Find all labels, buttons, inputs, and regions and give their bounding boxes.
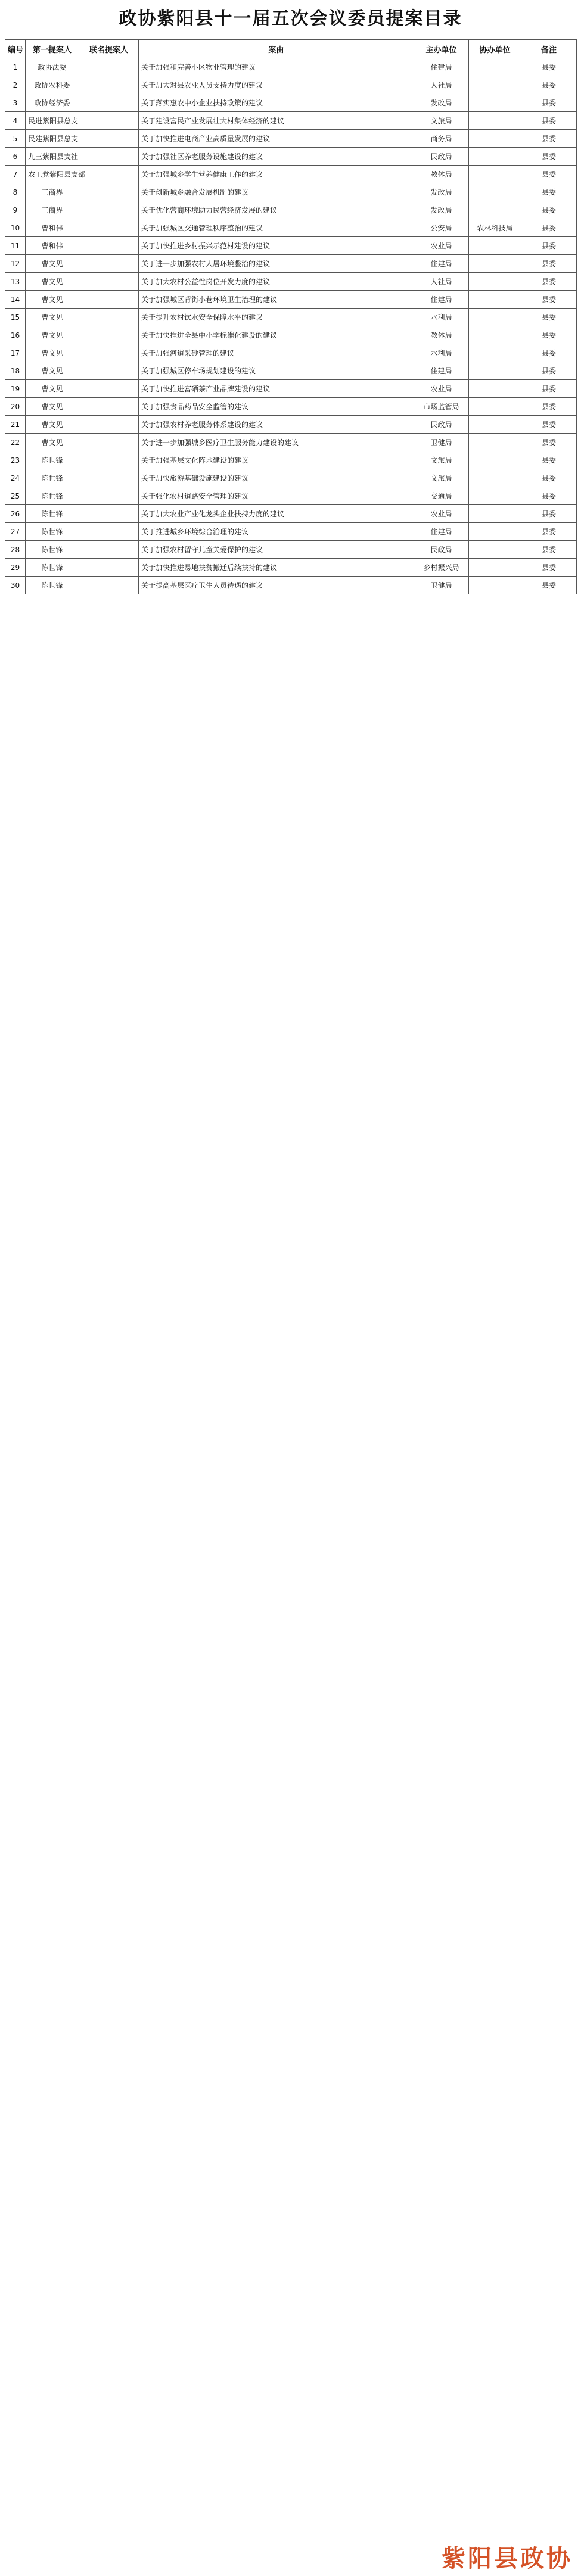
row-subject: 关于加强城区交通管理秩序整治的建议: [139, 219, 414, 237]
row-remark: 县委: [521, 58, 577, 76]
row-assist-unit: [469, 183, 521, 201]
row-first-proposer: 曹文见: [26, 291, 79, 309]
row-id: 20: [5, 398, 26, 416]
row-co-proposer: [79, 523, 139, 541]
row-co-proposer: [79, 183, 139, 201]
row-lead-unit: 发改局: [414, 183, 469, 201]
row-co-proposer: [79, 273, 139, 291]
row-id: 2: [5, 76, 26, 94]
row-assist-unit: [469, 451, 521, 469]
row-lead-unit: 市场监管局: [414, 398, 469, 416]
row-remark: 县委: [521, 148, 577, 166]
row-co-proposer: [79, 434, 139, 451]
row-first-proposer: 九三紫阳县支社: [26, 148, 79, 166]
row-remark: 县委: [521, 416, 577, 434]
table-row: [5, 398, 577, 416]
table-row: [5, 309, 577, 326]
table-row: [5, 577, 577, 594]
row-first-proposer: 农工党紫阳县支部: [26, 166, 79, 183]
row-remark: 县委: [521, 112, 577, 130]
row-lead-unit: 乡村振兴局: [414, 559, 469, 577]
table-row: [5, 469, 577, 487]
row-assist-unit: [469, 434, 521, 451]
row-id: 21: [5, 416, 26, 434]
row-first-proposer: 陈世锋: [26, 487, 79, 505]
row-id: 23: [5, 451, 26, 469]
row-co-proposer: [79, 362, 139, 380]
row-lead-unit: 人社局: [414, 273, 469, 291]
row-id: 4: [5, 112, 26, 130]
row-lead-unit: 水利局: [414, 309, 469, 326]
row-first-proposer: 陈世锋: [26, 523, 79, 541]
row-id: 26: [5, 505, 26, 523]
table-row: [5, 166, 577, 183]
row-assist-unit: [469, 76, 521, 94]
row-co-proposer: [79, 130, 139, 148]
row-lead-unit: 民政局: [414, 416, 469, 434]
row-assist-unit: [469, 362, 521, 380]
row-co-proposer: [79, 94, 139, 112]
row-lead-unit: 住建局: [414, 291, 469, 309]
row-co-proposer: [79, 541, 139, 559]
row-first-proposer: 曹和伟: [26, 237, 79, 255]
row-subject: 关于加快推进乡村振兴示范村建设的建议: [139, 237, 414, 255]
row-subject: 关于优化营商环境助力民营经济发展的建议: [139, 201, 414, 219]
row-lead-unit: 教体局: [414, 326, 469, 344]
row-lead-unit: 公安局: [414, 219, 469, 237]
row-remark: 县委: [521, 201, 577, 219]
row-lead-unit: 交通局: [414, 487, 469, 505]
row-remark: 县委: [521, 94, 577, 112]
row-first-proposer: 曹文见: [26, 434, 79, 451]
row-co-proposer: [79, 487, 139, 505]
table-row: [5, 541, 577, 559]
row-co-proposer: [79, 112, 139, 130]
row-assist-unit: [469, 326, 521, 344]
row-co-proposer: [79, 201, 139, 219]
header-first-proposer: 第一提案人: [26, 40, 79, 58]
table-row: [5, 451, 577, 469]
row-co-proposer: [79, 380, 139, 398]
row-lead-unit: 商务局: [414, 130, 469, 148]
row-lead-unit: 发改局: [414, 201, 469, 219]
row-lead-unit: 文旅局: [414, 451, 469, 469]
row-subject: 关于加快推进富硒茶产业品牌建设的建议: [139, 380, 414, 398]
row-assist-unit: [469, 559, 521, 577]
header-subject: 案由: [139, 40, 414, 58]
row-assist-unit: [469, 255, 521, 273]
row-lead-unit: 教体局: [414, 166, 469, 183]
row-remark: 县委: [521, 273, 577, 291]
row-subject: 关于提升农村饮水安全保障水平的建议: [139, 309, 414, 326]
row-lead-unit: 住建局: [414, 362, 469, 380]
table-row: [5, 255, 577, 273]
row-remark: 县委: [521, 523, 577, 541]
row-id: 27: [5, 523, 26, 541]
row-first-proposer: 政协农科委: [26, 76, 79, 94]
table-row: [5, 76, 577, 94]
header-remark: 备注: [521, 40, 577, 58]
header-co-proposer: 联名提案人: [79, 40, 139, 58]
row-id: 3: [5, 94, 26, 112]
row-assist-unit: [469, 112, 521, 130]
row-remark: 县委: [521, 326, 577, 344]
row-remark: 县委: [521, 451, 577, 469]
row-first-proposer: 工商界: [26, 201, 79, 219]
row-id: 5: [5, 130, 26, 148]
row-co-proposer: [79, 469, 139, 487]
row-subject: 关于建设富民产业发展壮大村集体经济的建议: [139, 112, 414, 130]
row-subject: 关于进一步加强农村人居环境整治的建议: [139, 255, 414, 273]
row-id: 1: [5, 58, 26, 76]
row-subject: 关于加强社区养老服务设施建设的建议: [139, 148, 414, 166]
row-id: 9: [5, 201, 26, 219]
row-co-proposer: [79, 237, 139, 255]
table-row: [5, 148, 577, 166]
row-remark: 县委: [521, 380, 577, 398]
row-id: 22: [5, 434, 26, 451]
row-co-proposer: [79, 148, 139, 166]
row-lead-unit: 卫健局: [414, 577, 469, 594]
row-remark: 县委: [521, 255, 577, 273]
row-subject: 关于加强农村留守儿童关爱保护的建议: [139, 541, 414, 559]
row-remark: 县委: [521, 291, 577, 309]
row-co-proposer: [79, 398, 139, 416]
row-co-proposer: [79, 219, 139, 237]
row-id: 10: [5, 219, 26, 237]
row-assist-unit: [469, 291, 521, 309]
row-first-proposer: 民进紫阳县总支: [26, 112, 79, 130]
row-remark: 县委: [521, 76, 577, 94]
row-lead-unit: 住建局: [414, 58, 469, 76]
row-assist-unit: [469, 201, 521, 219]
row-remark: 县委: [521, 309, 577, 326]
row-subject: 关于加强城区停车场规划建设的建议: [139, 362, 414, 380]
row-first-proposer: 曹文见: [26, 309, 79, 326]
row-assist-unit: [469, 309, 521, 326]
row-subject: 关于加强城区背街小巷环境卫生治理的建议: [139, 291, 414, 309]
row-co-proposer: [79, 451, 139, 469]
proposal-table: [5, 39, 577, 594]
row-assist-unit: [469, 148, 521, 166]
table-row: [5, 237, 577, 255]
page-title: 政协紫阳县十一届五次会议委员提案目录: [119, 8, 462, 29]
row-id: 6: [5, 148, 26, 166]
row-id: 29: [5, 559, 26, 577]
row-id: 19: [5, 380, 26, 398]
row-co-proposer: [79, 309, 139, 326]
row-subject: 关于加大农村公益性岗位开发力度的建议: [139, 273, 414, 291]
row-co-proposer: [79, 166, 139, 183]
row-lead-unit: 文旅局: [414, 469, 469, 487]
row-first-proposer: 曹文见: [26, 326, 79, 344]
row-first-proposer: 陈世锋: [26, 577, 79, 594]
row-remark: 县委: [521, 487, 577, 505]
row-id: 16: [5, 326, 26, 344]
table-row: [5, 416, 577, 434]
row-first-proposer: 政协经济委: [26, 94, 79, 112]
header-id: 编号: [5, 40, 26, 58]
row-co-proposer: [79, 255, 139, 273]
row-first-proposer: 工商界: [26, 183, 79, 201]
table-row: [5, 94, 577, 112]
row-first-proposer: 曹文见: [26, 380, 79, 398]
row-subject: 关于推进城乡环境综合治理的建议: [139, 523, 414, 541]
row-subject: 关于强化农村道路安全管理的建议: [139, 487, 414, 505]
row-co-proposer: [79, 291, 139, 309]
row-assist-unit: [469, 416, 521, 434]
row-co-proposer: [79, 76, 139, 94]
row-id: 30: [5, 577, 26, 594]
row-remark: 县委: [521, 559, 577, 577]
header-assist-unit: 协办单位: [469, 40, 521, 58]
row-remark: 县委: [521, 577, 577, 594]
row-subject: 关于提高基层医疗卫生人员待遇的建议: [139, 577, 414, 594]
row-co-proposer: [79, 559, 139, 577]
row-subject: 关于加强食品药品安全监管的建议: [139, 398, 414, 416]
row-co-proposer: [79, 505, 139, 523]
row-assist-unit: [469, 398, 521, 416]
row-first-proposer: 曹文见: [26, 398, 79, 416]
row-lead-unit: 民政局: [414, 541, 469, 559]
row-remark: 县委: [521, 219, 577, 237]
row-remark: 县委: [521, 541, 577, 559]
row-id: 28: [5, 541, 26, 559]
row-first-proposer: 曹文见: [26, 344, 79, 362]
row-first-proposer: 政协法委: [26, 58, 79, 76]
row-remark: 县委: [521, 237, 577, 255]
row-lead-unit: 民政局: [414, 148, 469, 166]
row-first-proposer: 曹文见: [26, 362, 79, 380]
row-subject: 关于加快推进电商产业高质量发展的建议: [139, 130, 414, 148]
row-id: 24: [5, 469, 26, 487]
row-first-proposer: 陈世锋: [26, 541, 79, 559]
row-subject: 关于创新城乡融合发展机制的建议: [139, 183, 414, 201]
header-lead-unit: 主办单位: [414, 40, 469, 58]
row-remark: 县委: [521, 505, 577, 523]
row-co-proposer: [79, 416, 139, 434]
row-id: 7: [5, 166, 26, 183]
row-co-proposer: [79, 344, 139, 362]
row-assist-unit: 农林科技局: [469, 219, 521, 237]
row-remark: 县委: [521, 344, 577, 362]
table-row: [5, 201, 577, 219]
row-lead-unit: 农业局: [414, 237, 469, 255]
row-subject: 关于加强基层文化阵地建设的建议: [139, 451, 414, 469]
row-id: 12: [5, 255, 26, 273]
row-remark: 县委: [521, 434, 577, 451]
row-first-proposer: 陈世锋: [26, 505, 79, 523]
row-id: 13: [5, 273, 26, 291]
row-assist-unit: [469, 487, 521, 505]
row-subject: 关于加强农村养老服务体系建设的建议: [139, 416, 414, 434]
row-subject: 关于进一步加强城乡医疗卫生服务能力建设的建议: [139, 434, 414, 451]
table-row: [5, 344, 577, 362]
row-lead-unit: 卫健局: [414, 434, 469, 451]
table-row: [5, 183, 577, 201]
row-assist-unit: [469, 541, 521, 559]
row-assist-unit: [469, 237, 521, 255]
row-subject: 关于加强城乡学生营养健康工作的建议: [139, 166, 414, 183]
table-row: [5, 112, 577, 130]
row-lead-unit: 住建局: [414, 523, 469, 541]
row-remark: 县委: [521, 362, 577, 380]
row-remark: 县委: [521, 183, 577, 201]
row-id: 18: [5, 362, 26, 380]
row-co-proposer: [79, 58, 139, 76]
row-first-proposer: 民建紫阳县总支: [26, 130, 79, 148]
row-subject: 关于加大对县农业人员支持力度的建议: [139, 76, 414, 94]
row-id: 17: [5, 344, 26, 362]
table-row: [5, 523, 577, 541]
table-header: [5, 40, 577, 58]
row-assist-unit: [469, 505, 521, 523]
table-row: [5, 362, 577, 380]
table-row: [5, 273, 577, 291]
row-first-proposer: 陈世锋: [26, 451, 79, 469]
row-co-proposer: [79, 577, 139, 594]
row-remark: 县委: [521, 398, 577, 416]
row-id: 15: [5, 309, 26, 326]
row-remark: 县委: [521, 130, 577, 148]
row-subject: 关于加强和完善小区物业管理的建议: [139, 58, 414, 76]
row-lead-unit: 水利局: [414, 344, 469, 362]
row-lead-unit: 农业局: [414, 380, 469, 398]
row-lead-unit: 农业局: [414, 505, 469, 523]
row-assist-unit: [469, 380, 521, 398]
row-first-proposer: 曹和伟: [26, 219, 79, 237]
watermark: 紫阳县政协: [442, 2544, 573, 2572]
row-subject: 关于落实惠农中小企业扶持政策的建议: [139, 94, 414, 112]
row-subject: 关于加强河道采砂管理的建议: [139, 344, 414, 362]
row-assist-unit: [469, 344, 521, 362]
table-row: [5, 58, 577, 76]
row-remark: 县委: [521, 166, 577, 183]
row-id: 25: [5, 487, 26, 505]
row-assist-unit: [469, 273, 521, 291]
row-assist-unit: [469, 166, 521, 183]
row-lead-unit: 文旅局: [414, 112, 469, 130]
row-lead-unit: 住建局: [414, 255, 469, 273]
table-row: [5, 505, 577, 523]
row-first-proposer: 陈世锋: [26, 469, 79, 487]
table-row: [5, 487, 577, 505]
row-subject: 关于加快推进易地扶贫搬迁后续扶持的建议: [139, 559, 414, 577]
row-subject: 关于加大农业产业化龙头企业扶持力度的建议: [139, 505, 414, 523]
row-assist-unit: [469, 94, 521, 112]
table-row: [5, 326, 577, 344]
table-row: [5, 130, 577, 148]
table-row: [5, 559, 577, 577]
row-first-proposer: 曹文见: [26, 255, 79, 273]
row-first-proposer: 曹文见: [26, 416, 79, 434]
row-subject: 关于加快推进全县中小学标准化建设的建议: [139, 326, 414, 344]
table-row: [5, 380, 577, 398]
row-lead-unit: 人社局: [414, 76, 469, 94]
row-id: 14: [5, 291, 26, 309]
row-assist-unit: [469, 523, 521, 541]
row-lead-unit: 发改局: [414, 94, 469, 112]
row-id: 8: [5, 183, 26, 201]
row-assist-unit: [469, 58, 521, 76]
row-id: 11: [5, 237, 26, 255]
table-row: [5, 434, 577, 451]
row-assist-unit: [469, 130, 521, 148]
row-subject: 关于加快旅游基础设施建设的建议: [139, 469, 414, 487]
row-assist-unit: [469, 577, 521, 594]
row-assist-unit: [469, 469, 521, 487]
row-remark: 县委: [521, 469, 577, 487]
row-co-proposer: [79, 326, 139, 344]
row-first-proposer: 陈世锋: [26, 559, 79, 577]
table-row: [5, 291, 577, 309]
row-first-proposer: 曹文见: [26, 273, 79, 291]
table-row: [5, 219, 577, 237]
